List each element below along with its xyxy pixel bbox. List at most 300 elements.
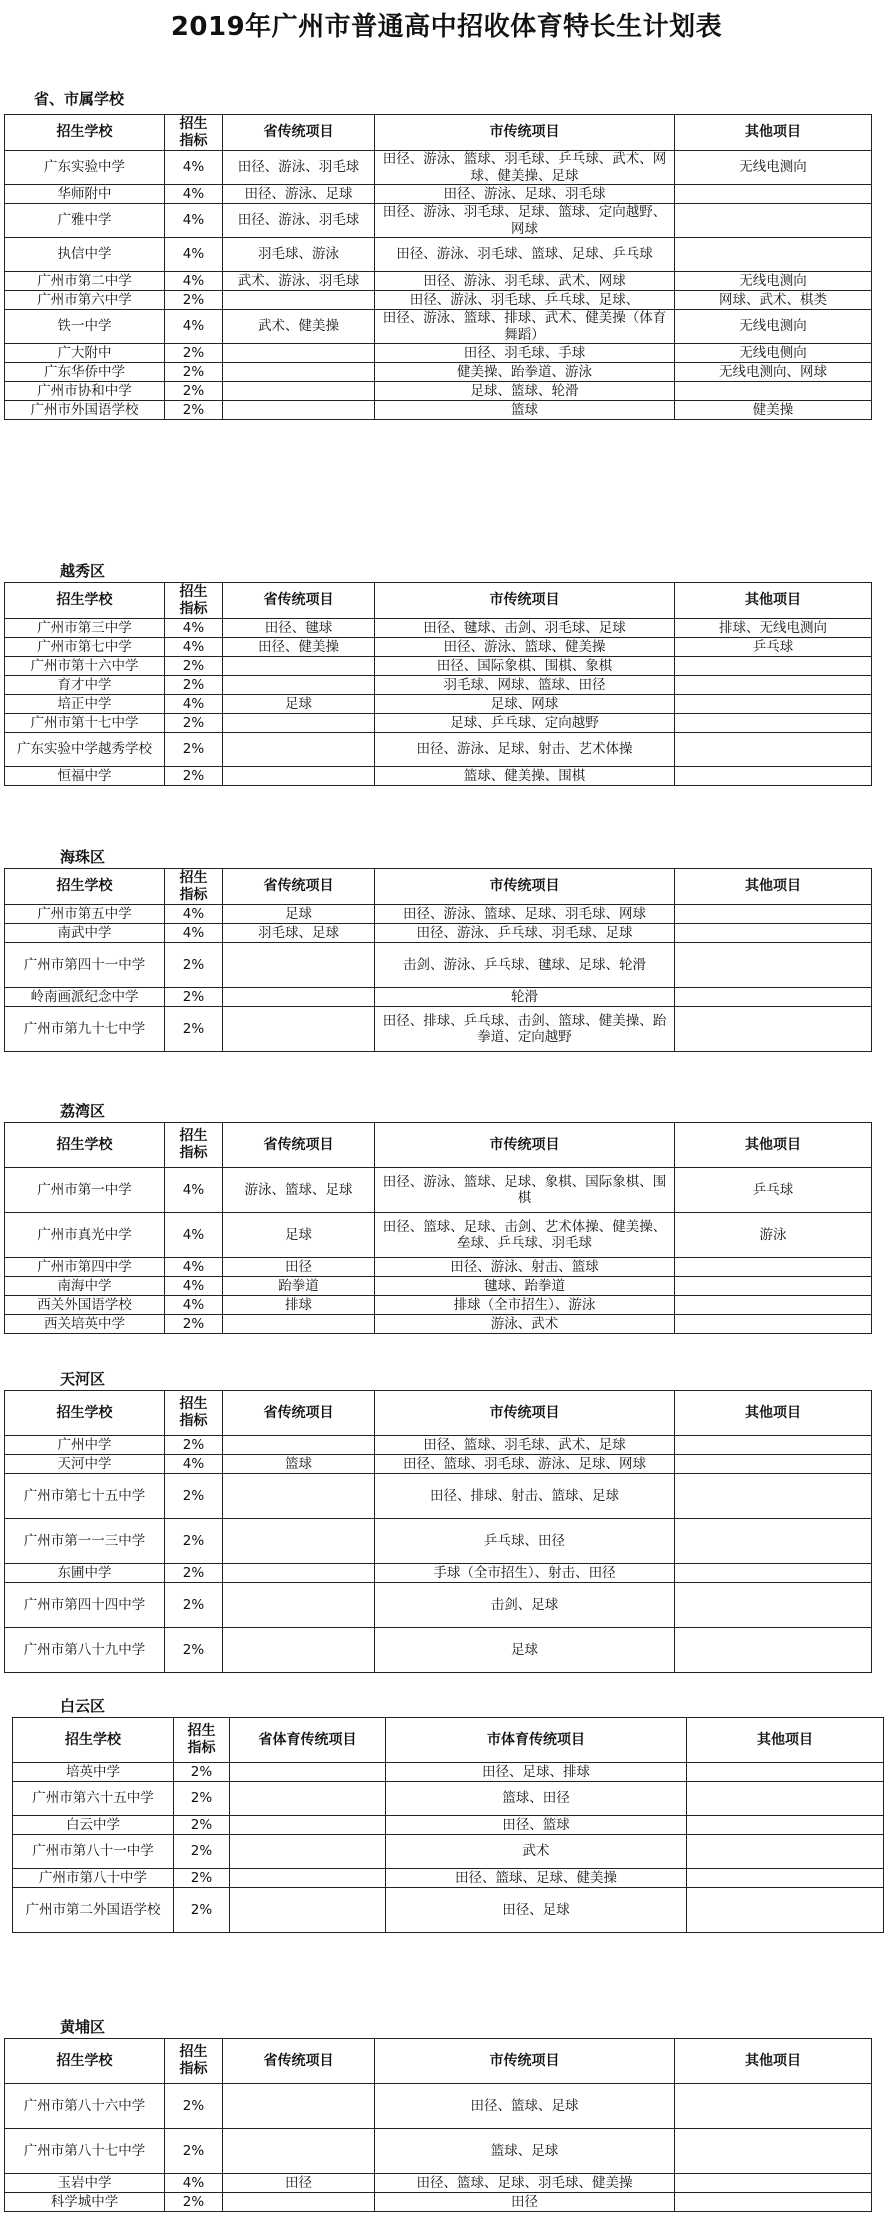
header-quota xyxy=(165,1391,223,1436)
city-project-cell: 田径、羽毛球、手球 xyxy=(375,344,675,363)
other-project-cell xyxy=(675,905,872,924)
table-row xyxy=(5,767,872,786)
city-project-cell: 田径、游泳、羽毛球、篮球、足球、乒乓球 xyxy=(375,238,675,272)
other-project-cell xyxy=(675,1258,872,1277)
other-project-cell: 无线电测向 xyxy=(675,272,872,291)
city-project-cell: 篮球 xyxy=(375,401,675,420)
quota-cell: 2% xyxy=(165,676,223,695)
other-project-cell xyxy=(687,1816,884,1835)
city-project-cell: 田径、游泳、篮球、足球、象棋、国际象棋、围棋 xyxy=(375,1168,675,1213)
other-project-cell xyxy=(675,1277,872,1296)
header-quota-line1: 招生 xyxy=(179,115,208,132)
quota-cell: 4% xyxy=(165,204,223,238)
quota-cell: 2% xyxy=(165,1007,223,1052)
table-row xyxy=(13,1763,884,1782)
table-header-row xyxy=(5,115,872,151)
table-row xyxy=(5,1455,872,1474)
other-project-cell xyxy=(675,1628,872,1673)
header-other: 其他项目 xyxy=(675,583,872,619)
prov-project-cell: 排球 xyxy=(223,1296,375,1315)
school-cell: 广州市协和中学 xyxy=(5,382,165,401)
table-header-row xyxy=(5,869,872,905)
table-row xyxy=(5,924,872,943)
quota-cell: 2% xyxy=(165,943,223,988)
table-row xyxy=(5,238,872,272)
school-cell: 广州市第四十四中学 xyxy=(5,1583,165,1628)
table-row xyxy=(5,1564,872,1583)
table-row xyxy=(5,291,872,310)
table-row xyxy=(5,1519,872,1564)
quota-cell: 4% xyxy=(165,695,223,714)
city-project-cell: 田径、游泳、羽毛球、乒乓球、足球、 xyxy=(375,291,675,310)
school-cell: 西关外国语学校 xyxy=(5,1296,165,1315)
header-school: 招生学校 xyxy=(5,115,165,151)
quota-cell: 2% xyxy=(165,767,223,786)
other-project-cell: 无线电侧向 xyxy=(675,344,872,363)
city-project-cell: 手球（全市招生）、射击、田径 xyxy=(375,1564,675,1583)
table-header-row xyxy=(5,1391,872,1436)
other-project-cell xyxy=(675,988,872,1007)
table-row xyxy=(13,1835,884,1869)
other-project-cell xyxy=(675,1474,872,1519)
quota-cell: 2% xyxy=(165,382,223,401)
header-city: 市传统项目 xyxy=(375,1391,675,1436)
table-row xyxy=(5,1277,872,1296)
school-cell: 广东实验中学 xyxy=(5,151,165,185)
city-project-cell: 田径、游泳、篮球、羽毛球、乒乓球、武术、网球、健美操、足球 xyxy=(375,151,675,185)
school-cell: 育才中学 xyxy=(5,676,165,695)
plan-table xyxy=(4,582,872,786)
table-row xyxy=(5,2193,872,2212)
prov-project-cell xyxy=(230,1782,386,1816)
prov-project-cell xyxy=(223,1583,375,1628)
quota-cell: 2% xyxy=(165,1315,223,1334)
prov-project-cell: 篮球 xyxy=(223,1455,375,1474)
plan-table xyxy=(4,868,872,1052)
school-cell: 广州市第一一三中学 xyxy=(5,1519,165,1564)
school-cell: 华师附中 xyxy=(5,185,165,204)
prov-project-cell xyxy=(223,657,375,676)
other-project-cell xyxy=(675,1583,872,1628)
header-other: 其他项目 xyxy=(675,869,872,905)
city-project-cell: 击剑、足球 xyxy=(375,1583,675,1628)
header-quota xyxy=(165,1123,223,1168)
city-project-cell: 田径、足球、排球 xyxy=(386,1763,687,1782)
city-project-cell: 轮滑 xyxy=(375,988,675,1007)
quota-cell: 2% xyxy=(174,1869,230,1888)
school-cell: 东圃中学 xyxy=(5,1564,165,1583)
city-project-cell: 田径、排球、乒乓球、击剑、篮球、健美操、跆拳道、定向越野 xyxy=(375,1007,675,1052)
table-row xyxy=(5,733,872,767)
table-header-row xyxy=(5,1123,872,1168)
header-school: 招生学校 xyxy=(5,1123,165,1168)
school-cell: 广东华侨中学 xyxy=(5,363,165,382)
header-school: 招生学校 xyxy=(5,1391,165,1436)
city-project-cell: 田径、游泳、羽毛球、武术、网球 xyxy=(375,272,675,291)
prov-project-cell: 羽毛球、游泳 xyxy=(223,238,375,272)
prov-project-cell xyxy=(230,1835,386,1869)
section-label: 黄埔区 xyxy=(60,2018,106,2036)
city-project-cell: 田径、游泳、射击、篮球 xyxy=(375,1258,675,1277)
city-project-cell: 足球、网球 xyxy=(375,695,675,714)
prov-project-cell xyxy=(223,2084,375,2129)
city-project-cell: 足球 xyxy=(375,1628,675,1673)
quota-cell: 4% xyxy=(165,2174,223,2193)
header-quota xyxy=(174,1718,230,1763)
quota-cell: 4% xyxy=(165,1168,223,1213)
header-other: 其他项目 xyxy=(675,1123,872,1168)
table-row xyxy=(13,1816,884,1835)
school-cell: 广州中学 xyxy=(5,1436,165,1455)
header-school: 招生学校 xyxy=(13,1718,174,1763)
table-row xyxy=(13,1782,884,1816)
quota-cell: 2% xyxy=(165,344,223,363)
header-city: 市体育传统项目 xyxy=(386,1718,687,1763)
school-cell: 广州市第九十七中学 xyxy=(5,1007,165,1052)
table-header-row xyxy=(5,583,872,619)
table-row xyxy=(5,638,872,657)
city-project-cell: 羽毛球、网球、篮球、田径 xyxy=(375,676,675,695)
school-cell: 广州市第五中学 xyxy=(5,905,165,924)
header-quota-line2: 指标 xyxy=(187,1740,216,1756)
quota-cell: 2% xyxy=(174,1816,230,1835)
header-city: 市传统项目 xyxy=(375,583,675,619)
header-other: 其他项目 xyxy=(675,2039,872,2084)
header-quota-line1: 招生 xyxy=(187,1723,216,1740)
school-cell: 南武中学 xyxy=(5,924,165,943)
header-quota xyxy=(165,2039,223,2084)
other-project-cell xyxy=(675,695,872,714)
prov-project-cell xyxy=(223,401,375,420)
table-row xyxy=(5,1315,872,1334)
prov-project-cell xyxy=(223,988,375,1007)
other-project-cell xyxy=(675,204,872,238)
school-cell: 白云中学 xyxy=(13,1816,174,1835)
school-cell: 培正中学 xyxy=(5,695,165,714)
quota-cell: 4% xyxy=(165,924,223,943)
school-cell: 岭南画派纪念中学 xyxy=(5,988,165,1007)
other-project-cell xyxy=(675,1315,872,1334)
quota-cell: 4% xyxy=(165,1296,223,1315)
table-row xyxy=(13,1888,884,1933)
header-prov: 省传统项目 xyxy=(223,1123,375,1168)
quota-cell: 4% xyxy=(165,185,223,204)
table-row xyxy=(5,714,872,733)
quota-cell: 2% xyxy=(174,1782,230,1816)
header-prov: 省体育传统项目 xyxy=(230,1718,386,1763)
school-cell: 广州市第八十一中学 xyxy=(13,1835,174,1869)
header-school: 招生学校 xyxy=(5,869,165,905)
header-other: 其他项目 xyxy=(675,1391,872,1436)
prov-project-cell: 足球 xyxy=(223,695,375,714)
page-title: 2019年广州市普通高中招收体育特长生计划表 xyxy=(170,12,723,42)
prov-project-cell: 武术、游泳、羽毛球 xyxy=(223,272,375,291)
prov-project-cell xyxy=(223,714,375,733)
header-city: 市传统项目 xyxy=(375,115,675,151)
table-row xyxy=(5,401,872,420)
header-other: 其他项目 xyxy=(687,1718,884,1763)
plan-table xyxy=(4,114,872,420)
other-project-cell: 游泳 xyxy=(675,1213,872,1258)
prov-project-cell xyxy=(223,363,375,382)
other-project-cell xyxy=(675,1296,872,1315)
city-project-cell: 田径、游泳、足球、射击、艺术体操 xyxy=(375,733,675,767)
header-quota-line2: 指标 xyxy=(179,886,208,903)
quota-cell: 2% xyxy=(174,1888,230,1933)
prov-project-cell xyxy=(223,1564,375,1583)
school-cell: 广大附中 xyxy=(5,344,165,363)
school-cell: 广州市外国语学校 xyxy=(5,401,165,420)
header-quota xyxy=(165,869,223,905)
header-city: 市传统项目 xyxy=(375,1123,675,1168)
table-row xyxy=(5,310,872,344)
table-row xyxy=(5,676,872,695)
other-project-cell xyxy=(687,1888,884,1933)
table-row xyxy=(5,619,872,638)
city-project-cell: 田径、篮球 xyxy=(386,1816,687,1835)
city-project-cell: 排球（全市招生）、游泳 xyxy=(375,1296,675,1315)
quota-cell: 2% xyxy=(165,1436,223,1455)
header-other: 其他项目 xyxy=(675,115,872,151)
city-project-cell: 田径、国际象棋、围棋、象棋 xyxy=(375,657,675,676)
other-project-cell xyxy=(675,185,872,204)
city-project-cell: 足球、乒乓球、定向越野 xyxy=(375,714,675,733)
header-school: 招生学校 xyxy=(5,2039,165,2084)
table-row xyxy=(5,1436,872,1455)
plan-table xyxy=(12,1717,884,1933)
other-project-cell: 无线电测向 xyxy=(675,151,872,185)
plan-table xyxy=(4,2038,872,2212)
quota-cell: 4% xyxy=(165,905,223,924)
quota-cell: 2% xyxy=(165,1628,223,1673)
quota-cell: 4% xyxy=(165,638,223,657)
table-header-row xyxy=(5,2039,872,2084)
table-row xyxy=(5,657,872,676)
prov-project-cell xyxy=(223,344,375,363)
quota-cell: 2% xyxy=(165,363,223,382)
other-project-cell: 乒乓球 xyxy=(675,638,872,657)
prov-project-cell: 田径 xyxy=(223,1258,375,1277)
quota-cell: 2% xyxy=(165,1564,223,1583)
quota-cell: 2% xyxy=(165,657,223,676)
city-project-cell: 田径、篮球、足球 xyxy=(375,2084,675,2129)
school-cell: 广州市第二中学 xyxy=(5,272,165,291)
prov-project-cell: 田径、游泳、羽毛球 xyxy=(223,204,375,238)
table-row xyxy=(5,905,872,924)
table-header-row xyxy=(13,1718,884,1763)
school-cell: 南海中学 xyxy=(5,1277,165,1296)
prov-project-cell: 游泳、篮球、足球 xyxy=(223,1168,375,1213)
prov-project-cell: 田径、毽球 xyxy=(223,619,375,638)
city-project-cell: 田径、篮球、羽毛球、游泳、足球、网球 xyxy=(375,1455,675,1474)
school-cell: 广州市第八十七中学 xyxy=(5,2129,165,2174)
school-cell: 广州市第八十九中学 xyxy=(5,1628,165,1673)
other-project-cell xyxy=(675,382,872,401)
other-project-cell: 乒乓球 xyxy=(675,1168,872,1213)
header-quota-line1: 招生 xyxy=(179,869,208,886)
header-city: 市传统项目 xyxy=(375,869,675,905)
header-city: 市传统项目 xyxy=(375,2039,675,2084)
table-row xyxy=(5,1628,872,1673)
table-row xyxy=(5,988,872,1007)
school-cell: 天河中学 xyxy=(5,1455,165,1474)
city-project-cell: 田径 xyxy=(375,2193,675,2212)
other-project-cell xyxy=(675,1519,872,1564)
section-label: 省、市属学校 xyxy=(34,90,125,108)
table-row xyxy=(5,2084,872,2129)
other-project-cell xyxy=(675,1455,872,1474)
header-quota-line2: 指标 xyxy=(179,132,208,149)
other-project-cell xyxy=(675,657,872,676)
city-project-cell: 田径、游泳、篮球、健美操 xyxy=(375,638,675,657)
table-row xyxy=(5,1258,872,1277)
city-project-cell: 田径、游泳、篮球、足球、羽毛球、网球 xyxy=(375,905,675,924)
school-cell: 广东实验中学越秀学校 xyxy=(5,733,165,767)
quota-cell: 4% xyxy=(165,1258,223,1277)
header-school: 招生学校 xyxy=(5,583,165,619)
school-cell: 广州市第八十中学 xyxy=(13,1869,174,1888)
prov-project-cell: 足球 xyxy=(223,1213,375,1258)
other-project-cell: 无线电测向、网球 xyxy=(675,363,872,382)
header-prov: 省传统项目 xyxy=(223,869,375,905)
city-project-cell: 田径、足球 xyxy=(386,1888,687,1933)
city-project-cell: 田径、游泳、羽毛球、足球、篮球、定向越野、网球 xyxy=(375,204,675,238)
school-cell: 广州市第七十五中学 xyxy=(5,1474,165,1519)
prov-project-cell xyxy=(223,943,375,988)
table-row xyxy=(5,1168,872,1213)
other-project-cell xyxy=(675,733,872,767)
other-project-cell: 排球、无线电测向 xyxy=(675,619,872,638)
prov-project-cell xyxy=(223,2129,375,2174)
quota-cell: 2% xyxy=(165,2129,223,2174)
other-project-cell: 无线电测向 xyxy=(675,310,872,344)
city-project-cell: 篮球、足球 xyxy=(375,2129,675,2174)
school-cell: 广州市第四十一中学 xyxy=(5,943,165,988)
city-project-cell: 田径、篮球、足球、健美操 xyxy=(386,1869,687,1888)
prov-project-cell: 武术、健美操 xyxy=(223,310,375,344)
city-project-cell: 武术 xyxy=(386,1835,687,1869)
school-cell: 恒福中学 xyxy=(5,767,165,786)
header-quota-line1: 招生 xyxy=(179,1396,208,1413)
quota-cell: 4% xyxy=(165,272,223,291)
other-project-cell xyxy=(675,1564,872,1583)
city-project-cell: 田径、篮球、羽毛球、武术、足球 xyxy=(375,1436,675,1455)
city-project-cell: 田径、游泳、篮球、排球、武术、健美操（体育舞蹈） xyxy=(375,310,675,344)
table-row xyxy=(5,363,872,382)
prov-project-cell xyxy=(223,767,375,786)
table-row xyxy=(5,382,872,401)
prov-project-cell: 足球 xyxy=(223,905,375,924)
other-project-cell xyxy=(675,1007,872,1052)
table-row xyxy=(5,943,872,988)
school-cell: 广州市第一中学 xyxy=(5,1168,165,1213)
quota-cell: 4% xyxy=(165,238,223,272)
other-project-cell xyxy=(687,1835,884,1869)
other-project-cell: 健美操 xyxy=(675,401,872,420)
quota-cell: 2% xyxy=(165,733,223,767)
school-cell: 广州市第六中学 xyxy=(5,291,165,310)
other-project-cell xyxy=(675,1436,872,1455)
table-row xyxy=(5,2129,872,2174)
quota-cell: 2% xyxy=(165,291,223,310)
prov-project-cell xyxy=(230,1869,386,1888)
header-quota-line1: 招生 xyxy=(179,2044,208,2061)
section-label: 海珠区 xyxy=(60,848,106,866)
quota-cell: 2% xyxy=(165,2084,223,2129)
header-quota-line2: 指标 xyxy=(179,600,208,617)
section-label: 荔湾区 xyxy=(60,1102,106,1120)
quota-cell: 4% xyxy=(165,1455,223,1474)
school-cell: 广州市第十七中学 xyxy=(5,714,165,733)
table-row xyxy=(13,1869,884,1888)
prov-project-cell xyxy=(230,1816,386,1835)
table-row xyxy=(5,151,872,185)
prov-project-cell xyxy=(223,382,375,401)
other-project-cell xyxy=(675,2084,872,2129)
table-row xyxy=(5,1474,872,1519)
city-project-cell: 游泳、武术 xyxy=(375,1315,675,1334)
school-cell: 广州市第八十六中学 xyxy=(5,2084,165,2129)
prov-project-cell xyxy=(230,1763,386,1782)
prov-project-cell xyxy=(223,1519,375,1564)
header-quota-line2: 指标 xyxy=(179,2061,208,2077)
prov-project-cell xyxy=(223,1007,375,1052)
prov-project-cell xyxy=(223,676,375,695)
quota-cell: 2% xyxy=(165,401,223,420)
section-label: 越秀区 xyxy=(60,562,106,580)
header-quota-line2: 指标 xyxy=(179,1413,208,1429)
other-project-cell xyxy=(687,1763,884,1782)
city-project-cell: 足球、篮球、轮滑 xyxy=(375,382,675,401)
city-project-cell: 田径、篮球、足球、羽毛球、健美操 xyxy=(375,2174,675,2193)
table-row xyxy=(5,1583,872,1628)
prov-project-cell xyxy=(223,1315,375,1334)
city-project-cell: 健美操、跆拳道、游泳 xyxy=(375,363,675,382)
other-project-cell xyxy=(675,238,872,272)
prov-project-cell: 田径、健美操 xyxy=(223,638,375,657)
prov-project-cell xyxy=(223,1474,375,1519)
school-cell: 科学城中学 xyxy=(5,2193,165,2212)
other-project-cell xyxy=(687,1869,884,1888)
prov-project-cell xyxy=(223,1436,375,1455)
school-cell: 铁一中学 xyxy=(5,310,165,344)
other-project-cell xyxy=(675,924,872,943)
header-prov: 省传统项目 xyxy=(223,115,375,151)
school-cell: 玉岩中学 xyxy=(5,2174,165,2193)
school-cell: 广州市第四中学 xyxy=(5,1258,165,1277)
school-cell: 广州市第二外国语学校 xyxy=(13,1888,174,1933)
other-project-cell xyxy=(675,676,872,695)
prov-project-cell: 田径、游泳、羽毛球 xyxy=(223,151,375,185)
header-prov: 省传统项目 xyxy=(223,1391,375,1436)
prov-project-cell: 田径、游泳、足球 xyxy=(223,185,375,204)
header-quota xyxy=(165,115,223,151)
other-project-cell xyxy=(675,714,872,733)
city-project-cell: 击剑、游泳、乒乓球、毽球、足球、轮滑 xyxy=(375,943,675,988)
table-row xyxy=(5,1007,872,1052)
quota-cell: 2% xyxy=(165,1474,223,1519)
other-project-cell xyxy=(675,943,872,988)
table-row xyxy=(5,272,872,291)
other-project-cell xyxy=(687,1782,884,1816)
header-quota-line1: 招生 xyxy=(179,1128,208,1145)
header-prov: 省传统项目 xyxy=(223,2039,375,2084)
school-cell: 广雅中学 xyxy=(5,204,165,238)
quota-cell: 2% xyxy=(165,2193,223,2212)
prov-project-cell: 田径 xyxy=(223,2174,375,2193)
other-project-cell xyxy=(675,2129,872,2174)
other-project-cell: 网球、武术、棋类 xyxy=(675,291,872,310)
